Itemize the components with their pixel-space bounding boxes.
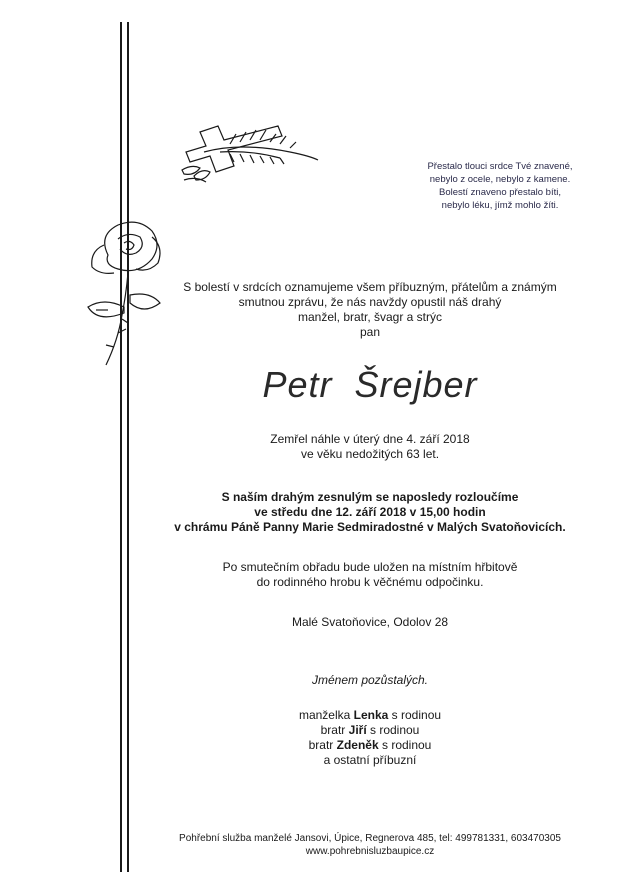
- footer-contact: Pohřební služba manželé Jansovi, Úpice, Regnerova 485, tel: 499781331, 603470305: [179, 833, 561, 844]
- funeral-line: v chrámu Páně Panny Marie Sedmiradostné v Malých Svatoňovicích.: [174, 520, 566, 534]
- cross-with-palm-icon: [180, 122, 320, 184]
- death-notice-line: Zemřel náhle v úterý dne 4. září 2018: [270, 432, 470, 446]
- intro-line: smutnou zprávu, že nás navždy opustil náš drahý: [238, 295, 502, 309]
- burial-line: Po smutečním obřadu bude uložen na místním hřbitově: [222, 560, 518, 574]
- poem-line: nebylo léku, jímž mohlo žíti.: [441, 200, 559, 211]
- home-address: Malé Svatoňovice, Odolov 28: [291, 615, 449, 629]
- mourner-relation: bratr: [320, 723, 349, 737]
- burial-line: do rodinného hrobu k věčnému odpočinku.: [256, 575, 484, 589]
- funeral-line: ve středu dne 12. září 2018 v 15,00 hodin: [254, 505, 486, 519]
- poem-line: Přestalo tlouci srdce Tvé znavené,: [427, 161, 573, 172]
- announcement-intro: [140, 280, 600, 340]
- mourner-suffix: s rodinou: [388, 708, 442, 722]
- intro-line: pan: [359, 325, 381, 339]
- mourner-entry: [140, 753, 600, 768]
- mourner-entry: [140, 723, 600, 738]
- mourner-suffix: s rodinou: [366, 723, 420, 737]
- poem: [400, 160, 600, 212]
- mourner-relation: manželka: [298, 708, 354, 722]
- funeral-service-footer: [140, 832, 600, 858]
- mourner-suffix: s rodinou: [378, 738, 432, 752]
- funeral-line: S naším drahým zesnulým se naposledy rozloučíme: [221, 490, 519, 504]
- mourner-name: Jiří: [348, 723, 367, 737]
- mourner-name: Lenka: [353, 708, 389, 722]
- deceased-name: Petr Šrejber: [262, 364, 478, 405]
- mourner-name: Zdeněk: [336, 738, 379, 752]
- mourner-entry: [140, 738, 600, 753]
- burial-details: [140, 560, 600, 590]
- intro-line: manžel, bratr, švagr a strýc: [297, 310, 443, 324]
- mourner-relation: a ostatní příbuzní: [323, 753, 417, 767]
- funeral-details: [140, 490, 600, 535]
- footer-website-link[interactable]: www.pohrebnisluzbaupice.cz: [305, 846, 435, 857]
- mourner-entry: [140, 708, 600, 723]
- vertical-rule-right: [127, 22, 129, 872]
- poem-line: Bolestí znaveno přestalo bíti,: [439, 187, 561, 198]
- death-notice-line: ve věku nedožitých 63 let.: [300, 447, 440, 461]
- intro-line: S bolestí v srdcích oznamujeme všem příbuzným, přátelům a známým: [183, 280, 557, 294]
- on-behalf-of-bereaved: Jménem pozůstalých.: [311, 673, 429, 687]
- mourner-relation: bratr: [308, 738, 337, 752]
- vertical-rule-left: [120, 22, 122, 872]
- death-notice: [140, 432, 600, 462]
- mourners-list: [140, 708, 600, 768]
- poem-line: nebylo z ocele, nebylo z kamene.: [429, 174, 571, 185]
